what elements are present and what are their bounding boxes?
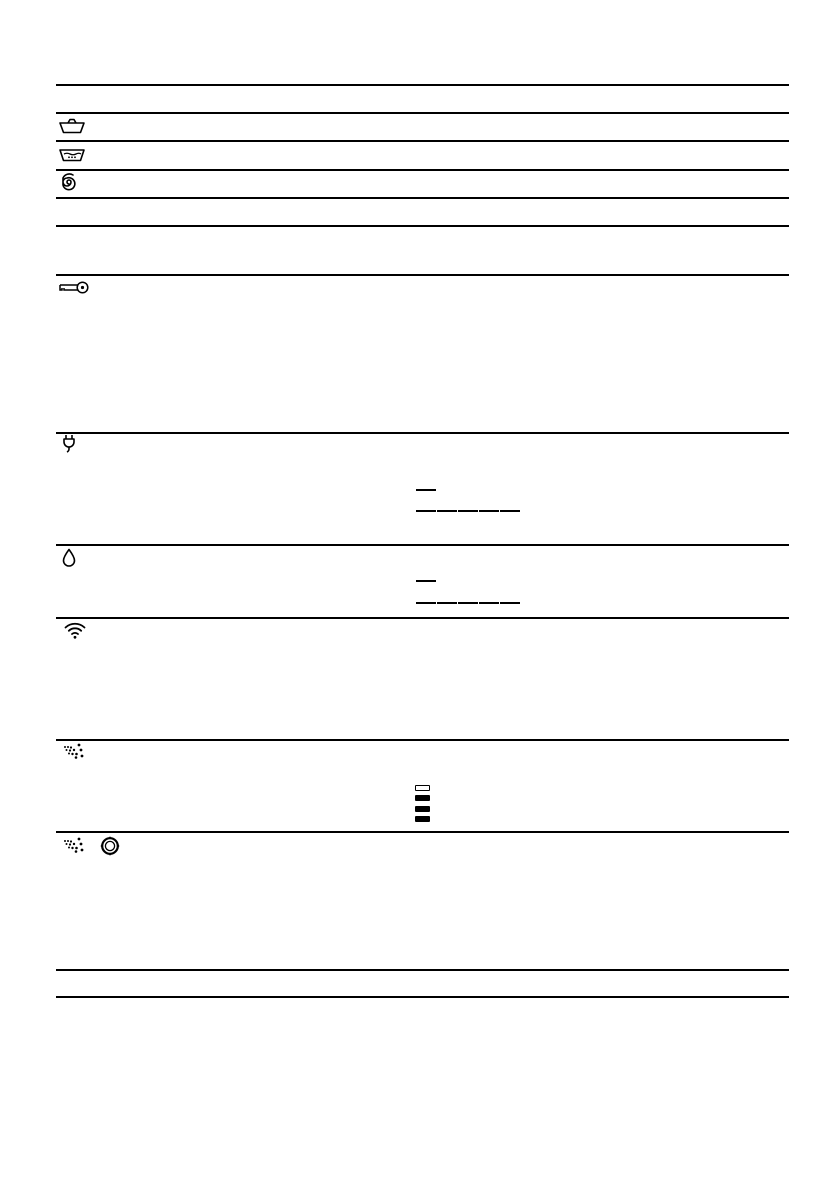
energy-level-max-dash: [458, 510, 478, 512]
spin-spiral-icon: [60, 173, 78, 193]
energy-level-max-dash: [479, 510, 499, 512]
table-rule-bottom: [56, 996, 789, 998]
main-wash-tub-icon: [59, 148, 85, 162]
table-rule: [56, 197, 789, 199]
detergent-level-empty-bar: [415, 785, 430, 791]
table-rule: [56, 274, 789, 276]
wifi-icon: [64, 621, 86, 639]
table-rule: [56, 112, 789, 114]
cartridge-ring-icon: [100, 836, 120, 856]
energy-level-min-dash: [416, 489, 436, 491]
detergent-level-bar: [415, 816, 430, 822]
detergent-level-bar: [415, 806, 430, 812]
water-drop-icon: [62, 548, 76, 568]
energy-level-max-dash: [437, 510, 457, 512]
energy-level-max-dash: [500, 510, 520, 512]
table-rule: [56, 140, 789, 142]
table-rule: [56, 831, 789, 833]
table-rule: [56, 739, 789, 741]
detergent-level-bar: [415, 795, 430, 801]
table-rule: [56, 969, 789, 971]
table-rule: [56, 169, 789, 171]
water-level-max-dash: [479, 602, 499, 604]
table-rule-top: [56, 84, 789, 86]
dosing-dots-icon: [63, 743, 85, 759]
water-level-max-dash: [437, 602, 457, 604]
water-level-min-dash: [416, 580, 436, 582]
dosing-dots-icon: [63, 837, 85, 853]
table-rule: [56, 225, 789, 227]
table-rule: [56, 432, 789, 434]
table-rule: [56, 544, 789, 546]
key-lock-icon: [59, 281, 89, 297]
water-level-max-dash: [416, 602, 436, 604]
prewash-tub-icon: [59, 118, 85, 134]
plug-icon: [62, 434, 76, 454]
water-level-max-dash: [458, 602, 478, 604]
water-level-max-dash: [500, 602, 520, 604]
table-rule: [56, 617, 789, 619]
energy-level-max-dash: [416, 510, 436, 512]
